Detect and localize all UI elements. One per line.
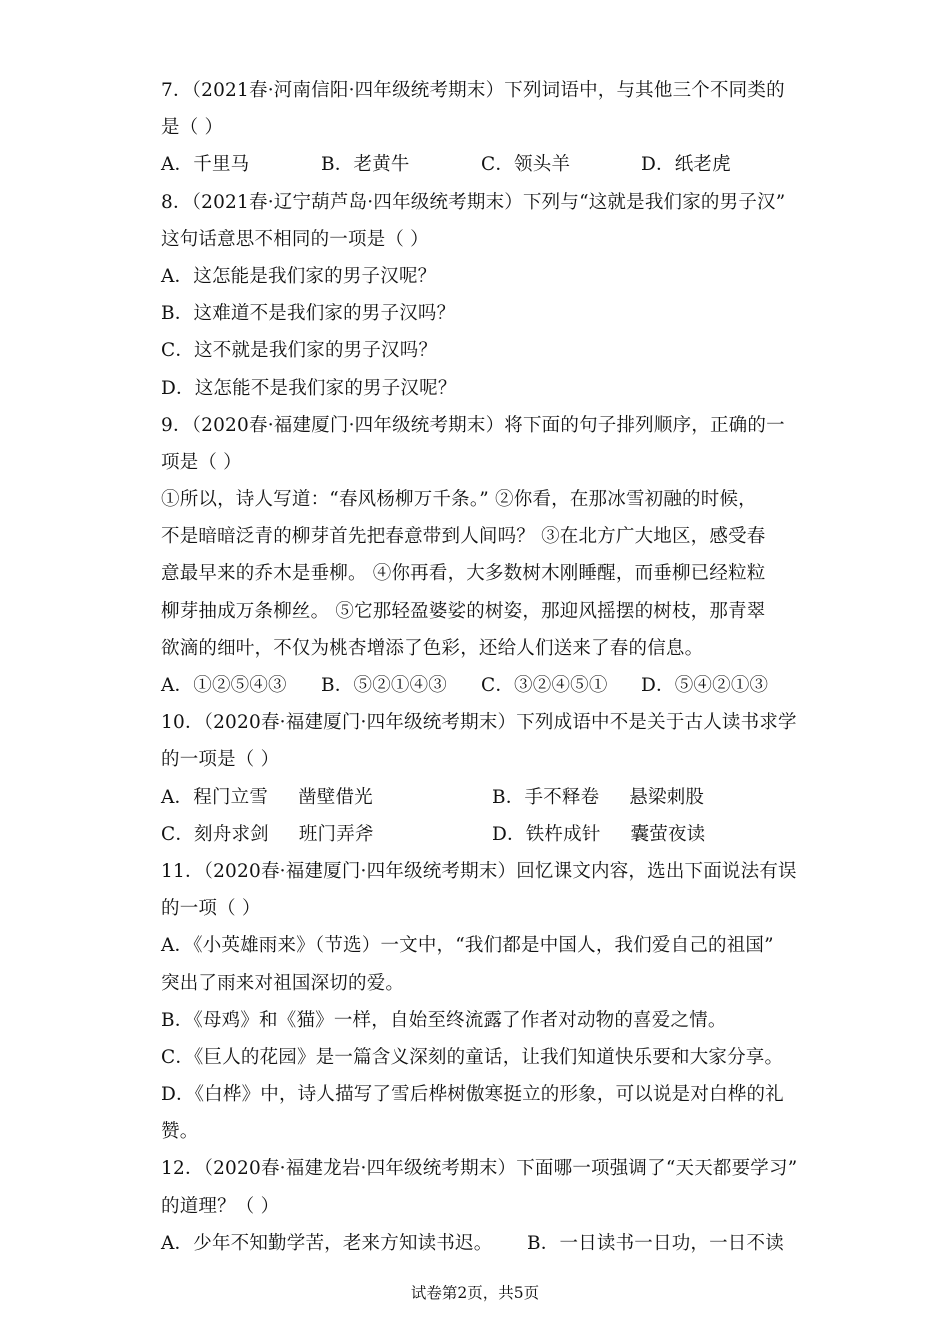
q9-option-a: A．①②⑤④③: [161, 675, 287, 696]
q8-option-d: D．这怎能不是我们家的男子汉呢？: [161, 377, 457, 399]
exam-page: [161, 72, 801, 1262]
q10-option-b: [492, 779, 704, 816]
q10-option-c-idiom2: 班门弄斧: [298, 823, 374, 845]
q12-option-a: A．少年不知勤学苦，老来方知读书迟。: [161, 1232, 493, 1254]
q10-stem-line1: 10．（2020春·福建厦门·四年级统考期末）下列成语中不是关于古人读书求学: [161, 712, 797, 734]
q9-passage-line: 意最早来的乔木是垂柳。 ④你再看，大多数树木刚睡醒，而垂柳已经粒粒: [161, 563, 766, 585]
q9-passage-line: ①所以，诗人写道：“春风杨柳万千条。” ②你看，在那冰雪初融的时候，: [161, 489, 757, 511]
q10-option-b-idiom2: 悬梁刺股: [629, 786, 705, 808]
q9-option-c: C．③②④⑤①: [481, 675, 608, 696]
q10-option-d: [492, 816, 705, 853]
q10-option-c: [161, 816, 492, 853]
q12-stem-line2: 的道理？（ ）: [161, 1195, 280, 1217]
q8-option-c: C．这不就是我们家的男子汉吗？: [161, 340, 438, 362]
q7-stem-line1: 7．（2021春·河南信阳·四年级统考期末）下列词语中，与其他三个不同类的: [161, 80, 785, 101]
q7-stem-line2: 是（ ）: [161, 117, 224, 139]
q11-option-b: B．《母鸡》和《猫》一样，自始至终流露了作者对动物的喜爱之情。: [161, 1009, 727, 1031]
page-footer: 试卷第2页，共5页: [410, 1284, 540, 1302]
q8-stem-line1: 8．（2021春·辽宁葫芦岛·四年级统考期末）下列与“这就是我们家的男子汉”: [161, 191, 786, 213]
q7-option-a: A．千里马: [161, 154, 250, 176]
q10-stem-line2: 的一项是（ ）: [161, 749, 280, 771]
q10-option-d-idiom2: 囊萤夜读: [630, 823, 706, 845]
q9-stem-line1: 9．（2020春·福建厦门·四年级统考期末）将下面的句子排列顺序，正确的一: [161, 414, 785, 436]
q7-option-b: B．老黄牛: [321, 154, 410, 176]
q11-option-c: C．《巨人的花园》是一篇含义深刻的童话，让我们知道快乐要和大家分享。: [161, 1046, 784, 1068]
q7-options: [161, 146, 801, 183]
q11-stem-line1: 11．（2020春·福建厦门·四年级统考期末）回忆课文内容，选出下面说法有误: [161, 860, 797, 882]
q10-option-d-idiom1: D．铁杵成针: [492, 823, 601, 845]
q11-stem-line2: 的一项（ ）: [161, 898, 261, 920]
q7-option-c: C．领头羊: [481, 154, 571, 176]
q11-option-d-line2: 赞。: [161, 1121, 199, 1143]
q10-option-a-idiom1: A．程门立雪: [161, 786, 269, 808]
q11-option-a-line2: 突出了雨来对祖国深切的爱。: [161, 972, 405, 994]
q9-option-d: D．⑤④②①③: [641, 675, 769, 696]
q10-options-row1: [161, 779, 801, 816]
q12-options: [161, 1225, 801, 1262]
q10-option-c-idiom1: C．刻舟求剑: [161, 823, 269, 845]
q9-passage-line: 柳芽抽成万条柳丝。 ⑤它那轻盈婆娑的树姿，那迎风摇摆的树枝，那青翠: [161, 600, 766, 622]
q9-option-b: B．⑤②①④③: [321, 675, 447, 696]
q12-option-b: B．一日读书一日功，一日不读: [527, 1232, 784, 1254]
q8-stem-line2: 这句话意思不相同的一项是（ ）: [161, 228, 429, 250]
q8-option-a: A．这怎能是我们家的男子汉呢？: [161, 265, 437, 287]
q9-passage-line: 不是暗暗泛青的柳芽首先把春意带到人间吗？ ③在北方广大地区，感受春: [161, 526, 766, 548]
q12-stem-line1: 12．（2020春·福建龙岩·四年级统考期末）下面哪一项强调了“天天都要学习”: [161, 1158, 798, 1180]
q9-passage-line: 欲滴的细叶，不仅为桃杏增添了色彩，还给人们送来了春的信息。: [161, 637, 704, 659]
q10-option-b-idiom1: B．手不释卷: [492, 786, 600, 808]
q9-stem-line2: 项是（ ）: [161, 451, 242, 473]
q9-options: [161, 667, 801, 704]
q10-options-row2: [161, 816, 801, 853]
q11-option-d-line1: D．《白桦》中，诗人描写了雪后桦树傲寒挺立的形象，可以说是对白桦的礼: [161, 1084, 784, 1106]
q7-option-d: D．纸老虎: [641, 154, 731, 176]
q10-option-a-idiom2: 凿壁借光: [298, 786, 373, 808]
q10-option-a: [161, 779, 492, 816]
q11-option-a-line1: A．《小英雄雨来》（节选）一文中，“我们都是中国人，我们爱自己的祖国”: [161, 935, 774, 957]
q8-option-b: B．这难道不是我们家的男子汉吗？: [161, 303, 456, 325]
